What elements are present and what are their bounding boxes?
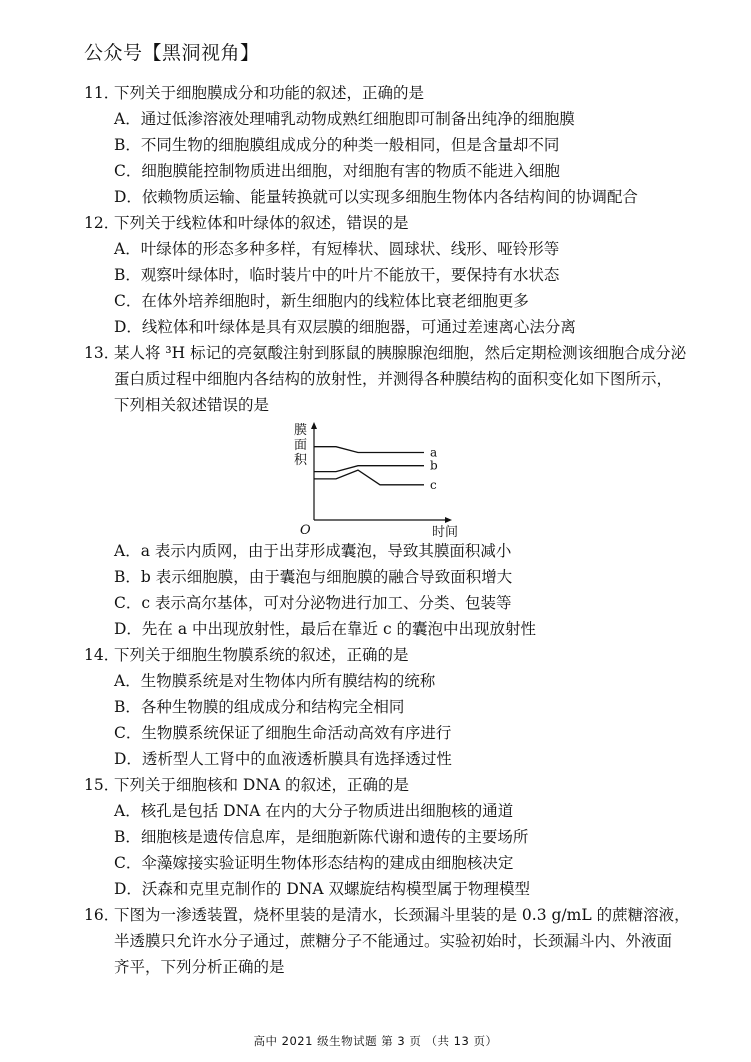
question-number: 14． [84, 646, 120, 664]
series-label-c: c [430, 477, 437, 492]
question-11-stem: 11．下列关于细胞膜成分和功能的叙述，正确的是 [84, 80, 684, 106]
y-axis-arrow [311, 422, 317, 429]
y-axis-label-char: 积 [294, 453, 308, 468]
question-11-option-a: A．通过低渗溶液处理哺乳动物成熟红细胞即可制备出纯净的细胞膜 [114, 110, 575, 128]
question-12-option-b: B．观察叶绿体时，临时装片中的叶片不能放干，要保持有水状态 [114, 266, 560, 284]
series-line-b [314, 466, 424, 472]
series-label-a: a [430, 445, 438, 460]
x-axis-arrow [445, 517, 452, 523]
question-14-stem: 14．下列关于细胞生物膜系统的叙述，正确的是 [84, 642, 684, 668]
question-11-option-d: D．依赖物质运输、能量转换就可以实现多细胞生物体内各结构间的协调配合 [114, 188, 638, 206]
question-14-option-d: D．透析型人工肾中的血液透析膜具有选择透过性 [114, 750, 452, 768]
question-13-stem-line-2: 蛋白质过程中细胞内各结构的放射性，并测得各种膜结构的面积变化如下图所示， [114, 370, 673, 388]
question-15-option-c: C．伞藻嫁接实验证明生物体形态结构的建成由细胞核决定 [114, 854, 514, 872]
question-11-option-b: B．不同生物的细胞膜组成成分的种类一般相同，但是含量却不同 [114, 136, 560, 154]
question-15-option-d: D．沃森和克里克制作的 DNA 双螺旋结构模型属于物理模型 [114, 880, 530, 898]
question-12-option-a: A．叶绿体的形态多种多样，有短棒状、圆球状、线形、哑铃形等 [114, 240, 560, 258]
question-13-stem: 13．某人将 ³H 标记的亮氨酸注射到豚鼠的胰腺腺泡细胞，然后定期检测该细胞合成分泌 [84, 340, 684, 366]
question-15-stem: 15．下列关于细胞核和 DNA 的叙述，正确的是 [84, 772, 684, 798]
y-axis-label-char: 膜 [294, 423, 308, 438]
question-15-option-a: A．核孔是包括 DNA 在内的大分子物质进出细胞核的通道 [114, 802, 514, 820]
series-line-c [314, 470, 424, 485]
question-number: 11． [84, 84, 120, 102]
question-number: 15． [84, 776, 120, 794]
page-footer: 高中 2021 级生物试题 第 3 页 （共 13 页） [253, 1034, 498, 1048]
question-11-option-c: C．细胞膜能控制物质进出细胞，对细胞有害的物质不能进入细胞 [114, 162, 560, 180]
question-list [84, 80, 690, 980]
header-title: 公众号【黑洞视角】 [84, 42, 260, 64]
question-12-option-d: D．线粒体和叶绿体是具有双层膜的细胞器，可通过差速离心法分离 [114, 318, 576, 336]
membrane-area-chart [292, 420, 472, 538]
question-16-stem: 16．下图为一渗透装置，烧杯里装的是清水，长颈漏斗里装的是 0.3 g/mL 的蔗糖溶液， [84, 902, 684, 928]
question-16-stem-line-3: 齐平，下列分析正确的是 [114, 958, 285, 976]
series-label-b: b [430, 458, 438, 473]
question-12-option-c: C．在体外培养细胞时，新生细胞内的线粒体比衰老细胞更多 [114, 292, 529, 310]
question-15-option-b: B．细胞核是遗传信息库，是细胞新陈代谢和遗传的主要场所 [114, 828, 529, 846]
question-13-stem-line-3: 下列相关叙述错误的是 [114, 396, 270, 414]
origin-label: O [300, 523, 311, 538]
question-number: 13． [84, 344, 120, 362]
question-14-option-b: B．各种生物膜的组成成分和结构完全相同 [114, 698, 405, 716]
question-13-option-b: B．b 表示细胞膜，由于囊泡与细胞膜的融合导致面积增大 [114, 568, 513, 586]
question-13-option-d: D．先在 a 中出现放射性，最后在靠近 c 的囊泡中出现放射性 [114, 620, 537, 638]
question-number: 12． [84, 214, 120, 232]
membrane-area-figure [292, 420, 472, 538]
x-axis-label: 时间 [432, 525, 459, 538]
question-12-stem: 12．下列关于线粒体和叶绿体的叙述，错误的是 [84, 210, 684, 236]
question-number: 16． [84, 906, 120, 924]
question-13-option-c: C．c 表示高尔基体，可对分泌物进行加工、分类、包装等 [114, 594, 512, 612]
y-axis-label-char: 面 [294, 438, 308, 453]
question-14-option-c: C．生物膜系统保证了细胞生命活动高效有序进行 [114, 724, 452, 742]
series-line-a [314, 447, 424, 453]
question-14-option-a: A．生物膜系统是对生物体内所有膜结构的统称 [114, 672, 436, 690]
question-13-option-a: A．a 表示内质网，由于出芽形成囊泡，导致其膜面积减小 [114, 542, 512, 560]
question-16-stem-line-2: 半透膜只允许水分子通过，蔗糖分子不能通过。实验初始时，长颈漏斗内、外液面 [114, 932, 673, 950]
